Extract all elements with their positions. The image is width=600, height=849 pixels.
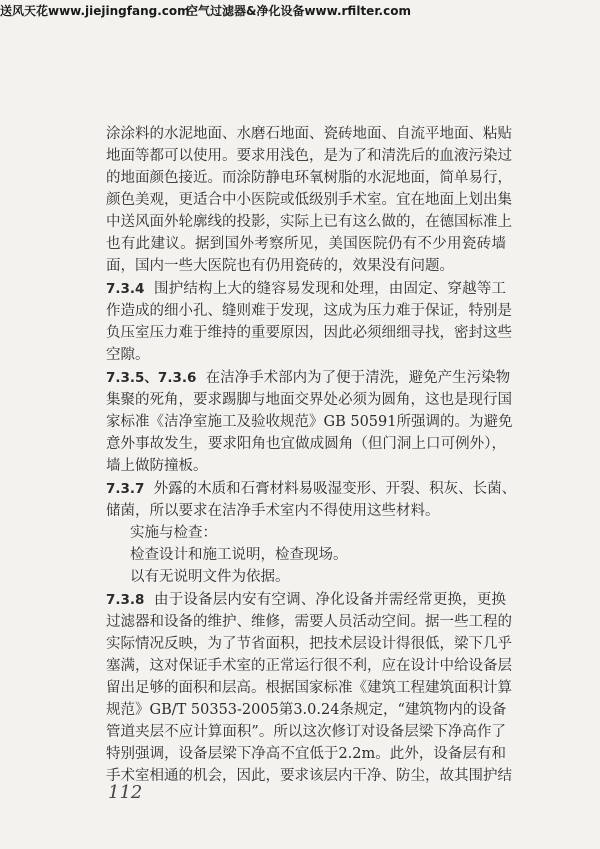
clause-number: 7.3.7	[106, 481, 145, 497]
clause-number: 7.3.4	[106, 281, 145, 297]
text-line: 规范》GB/T 50353-2005第3.0.24条规定，“建筑物内的设备	[106, 702, 507, 718]
text-line: 集聚的死角，要求踢脚与地面交界处必须为圆角，这也是现行国	[106, 392, 512, 408]
clause-7-3-4: 7.3.4 围护结构上大的缝容易发现和处理，由固定、穿越等工	[106, 281, 507, 297]
text-line: 面，国内一些大医院也有仍用瓷砖的，效果没有问题。	[106, 258, 454, 274]
clause-7-3-5-7-3-6: 7.3.5、7.3.6 在洁净手术部内为了便于清洗，避免产生污染物	[106, 370, 511, 386]
clause-7-3-8: 7.3.8 由于设备层内安有空调、净化设备并需经常更换，更换	[106, 592, 507, 608]
clause-7-3-7: 7.3.7 外露的木质和石膏材料易吸湿变形、开裂、积灰、长菌、	[106, 481, 517, 497]
text-line: 作造成的细小孔、缝则难于发现，这成为压力难于保证，特别是	[106, 303, 512, 319]
text-line: 涂涂料的水泥地面、水磨石地面、瓷砖地面、自流平地面、粘贴	[106, 126, 512, 142]
text-line: 也有此建议。据到国外考察所见，美国医院仍有不少用瓷砖墙	[106, 236, 506, 252]
text-line: 意外事故发生，要求阳角也宜做成圆角（但门洞上口可例外），	[106, 436, 506, 452]
text-line: 家标准《洁净室施工及验收规范》GB 50591所强调的。为避免	[106, 414, 513, 430]
implementation-heading: 实施与检查：	[130, 525, 217, 541]
text-line: 储菌，所以要求在洁净手术室内不得使用这些材料。	[106, 503, 440, 519]
text-line: 空隙。	[106, 347, 150, 363]
text-line: 以有无说明文件为依据。	[130, 569, 290, 585]
text-line: 负压室压力难于维持的重要原因，因此必须细细寻找，密封这些	[106, 325, 512, 341]
header-right-text: 空气过滤器&净化设备www.rfilter.com	[186, 4, 411, 18]
text-line: 墙上做防撞板。	[106, 458, 208, 474]
text-line: 管道夹层不应计算面积”。所以这次修订对设备层梁下净高作了	[106, 724, 506, 740]
text-line: 过滤器和设备的维护、维修，需要人员活动空间。据一些工程的	[106, 614, 512, 630]
text-line: 检查设计和施工说明，检查现场。	[130, 547, 348, 563]
text-line: 手术室相通的机会，因此，要求该层内干净、防尘，故其围护结	[106, 768, 512, 784]
text-line: 颜色美观，更适合中小医院或低级别手术室。宜在地面上划出集	[106, 192, 512, 208]
clause-number: 7.3.8	[106, 592, 145, 608]
text-line: 塞满，这对保证手术室的正常运行很不利，应在设计中给设备层	[106, 658, 512, 674]
text-line: 中送风面外轮廓线的投影，实际上已有这么做的，在德国标准上	[106, 214, 512, 230]
text-line: 地面等都可以使用。要求用浅色，是为了和清洗后的血液污染过	[106, 148, 512, 164]
text-line: 特别强调，设备层梁下净高不宜低于2.2m。此外，设备层有和	[106, 746, 506, 762]
text-line: 的地面颜色接近。而涂防静电环氧树脂的水泥地面，简单易行，	[106, 170, 512, 186]
page-number: 112	[108, 782, 143, 803]
text-line: 留出足够的面积和层高。根据国家标准《建筑工程建筑面积计算	[106, 680, 512, 696]
text-line: 实际情况反映，为了节省面积，把技术层设计得很低，梁下几乎	[106, 636, 512, 652]
header-left-text: 送风天花www.jiejingfang.com	[0, 4, 190, 18]
clause-number: 7.3.5、7.3.6	[106, 370, 197, 386]
